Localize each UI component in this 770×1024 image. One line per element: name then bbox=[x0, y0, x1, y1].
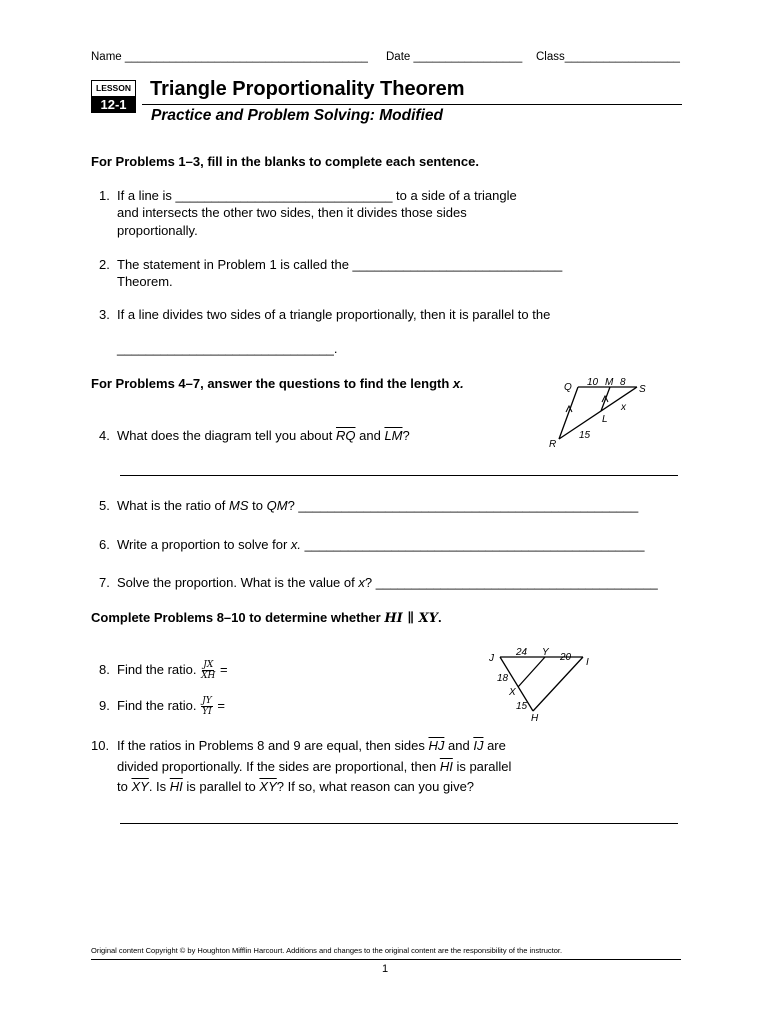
page-number: 1 bbox=[381, 963, 389, 975]
problem-number: 7. bbox=[99, 575, 110, 590]
label-xh-length: 15 bbox=[516, 701, 528, 712]
class-field bbox=[536, 51, 680, 63]
label-h: H bbox=[531, 713, 539, 724]
problem-10 bbox=[91, 737, 506, 755]
ratio-numerator: JY bbox=[202, 696, 212, 706]
problem-10-to: to bbox=[117, 779, 128, 794]
label-s: S bbox=[639, 384, 646, 395]
label-r: R bbox=[549, 439, 557, 450]
problem-number: 8. bbox=[99, 661, 110, 677]
problem-5-to: to bbox=[252, 498, 263, 513]
section3-instructions-text: Complete Problems 8–10 to determine whether bbox=[91, 610, 381, 625]
problem-2-line-a[interactable]: The statement in Problem 1 is called the _____________________________ bbox=[117, 257, 563, 272]
problem-9-text: Find the ratio. bbox=[117, 697, 197, 713]
class-label: Class bbox=[536, 51, 565, 63]
problem-8-equals[interactable]: = bbox=[220, 661, 228, 677]
triangle-jhi-diagram bbox=[485, 643, 595, 725]
label-jx-length: 18 bbox=[497, 673, 509, 684]
segment-ij: $\overline{IJ}$ bbox=[473, 738, 484, 753]
problem-7-text: Solve the proportion. What is the value of bbox=[117, 575, 355, 590]
page-subtitle: Practice and Problem Solving: Modified bbox=[151, 107, 443, 124]
segment-qr bbox=[559, 387, 578, 439]
triangle-qrs-diagram bbox=[540, 372, 655, 452]
problem-8 bbox=[99, 660, 228, 681]
date-label: Date bbox=[386, 51, 411, 63]
title-divider bbox=[142, 104, 682, 105]
problem-6 bbox=[99, 536, 644, 554]
label-i: I bbox=[586, 657, 589, 668]
problem-6-answer-blank[interactable]: _______________________________________________ bbox=[304, 537, 645, 552]
date-field bbox=[386, 51, 522, 63]
problem-number: 2. bbox=[99, 257, 110, 272]
label-y: Y bbox=[542, 647, 549, 658]
problem-9-equals[interactable]: = bbox=[217, 697, 225, 713]
problem-1-line-a[interactable]: If a line is ______________________________ to a side of a triangle bbox=[117, 188, 517, 203]
label-l: L bbox=[602, 414, 608, 425]
problem-number: 1. bbox=[99, 188, 110, 203]
segment-hi bbox=[533, 657, 583, 711]
segment-qm: QM bbox=[266, 498, 288, 513]
section3-instructions bbox=[91, 610, 442, 626]
problem-number: 5. bbox=[99, 498, 110, 513]
problem-10-line-c bbox=[117, 778, 474, 796]
page-title: Triangle Proportionality Theorem bbox=[150, 78, 465, 100]
segment-hi: $\overline{HI}$ bbox=[169, 779, 183, 794]
problem-4 bbox=[99, 427, 410, 445]
problem-1 bbox=[99, 187, 517, 205]
label-ms-length: 8 bbox=[620, 377, 626, 388]
problem-1-line-b: and intersects the other two sides, then it divides those sides bbox=[117, 205, 467, 220]
segment-xy bbox=[518, 657, 545, 687]
label-yi-length: 20 bbox=[560, 652, 572, 663]
problem-5-answer-blank[interactable]: _______________________________________________ bbox=[298, 498, 639, 513]
problem-7-q: ? bbox=[364, 575, 373, 590]
label-qm-length: 10 bbox=[587, 377, 599, 388]
ratio-denominator: XH bbox=[201, 671, 216, 681]
problem-5 bbox=[99, 497, 638, 515]
problem-10-line-b bbox=[117, 758, 511, 776]
problem-number: 10. bbox=[91, 738, 110, 753]
problem-2 bbox=[99, 256, 562, 274]
label-rl-length: 15 bbox=[579, 430, 591, 441]
problem-2-line-b: Theorem. bbox=[117, 274, 173, 289]
problem-10-line-a: If the ratios in Problems 8 and 9 are equal, then sides bbox=[117, 738, 425, 753]
problem-number: 3. bbox=[99, 307, 110, 322]
label-jy-length: 24 bbox=[516, 647, 528, 658]
problem-10-is: . Is bbox=[148, 779, 167, 794]
segment-xy: $\overline{XY}$ bbox=[259, 779, 277, 794]
problem-10-line-b-text: divided proportionally. If the sides are proportional, then bbox=[117, 759, 437, 774]
problem-10-line-c-suffix: ? If so, what reason can you give? bbox=[276, 779, 475, 794]
label-j: J bbox=[489, 653, 494, 664]
segment-lm: $\overline{LM}$ bbox=[384, 428, 403, 443]
problem-4-q: ? bbox=[402, 428, 410, 443]
ratio-jy-yi bbox=[201, 696, 213, 717]
label-m: M bbox=[605, 377, 614, 388]
lesson-label: LESSON bbox=[96, 83, 131, 93]
problem-5-q: ? bbox=[287, 498, 295, 513]
problem-number: 4. bbox=[99, 428, 110, 443]
copyright-note: Original content Copyright © by Houghton Mifflin Harcourt. Additions and changes to the original content are the responsibility of the instructor. bbox=[91, 946, 563, 955]
problem-10-are: are bbox=[487, 738, 506, 753]
label-q: Q bbox=[564, 382, 572, 393]
problem-3-answer-blank[interactable]: ______________________________. bbox=[117, 341, 338, 356]
problem-10-line-b-suffix: is parallel bbox=[456, 759, 512, 774]
problem-10-and: and bbox=[448, 738, 470, 753]
problem-9 bbox=[99, 696, 225, 717]
problem-4-text: What does the diagram tell you about bbox=[117, 428, 333, 443]
name-blank[interactable]: ______________________________________ bbox=[124, 51, 368, 63]
problem-4-and: and bbox=[359, 428, 381, 443]
class-blank[interactable]: __________________ bbox=[564, 51, 680, 63]
section1-instructions: For Problems 1–3, fill in the blanks to complete each sentence. bbox=[91, 154, 479, 169]
problem-7-answer-blank[interactable]: _______________________________________ bbox=[375, 575, 658, 590]
problem-number: 9. bbox=[99, 697, 110, 713]
ratio-denominator: YI bbox=[202, 707, 212, 717]
label-ls-length: x bbox=[621, 402, 626, 413]
variable-x: x. bbox=[290, 537, 302, 552]
footer-divider bbox=[91, 959, 681, 960]
label-x: X bbox=[509, 687, 516, 698]
problem-6-text: Write a proportion to solve for bbox=[117, 537, 288, 552]
problem-3 bbox=[99, 306, 550, 324]
section2-instructions-text: For Problems 4–7, answer the questions to find the length bbox=[91, 376, 450, 391]
problem-1-line-c: proportionally. bbox=[117, 223, 198, 238]
ratio-numerator: JX bbox=[203, 660, 214, 670]
section3-instructions-math: HI ∥ XY bbox=[384, 611, 438, 626]
section3-instructions-end: . bbox=[438, 610, 442, 625]
problem-8-text: Find the ratio. bbox=[117, 661, 197, 677]
name-field bbox=[91, 51, 368, 63]
problem-7 bbox=[99, 574, 658, 592]
problem-5-text: What is the ratio of bbox=[117, 498, 226, 513]
segment-rq: $\overline{RQ}$ bbox=[335, 428, 356, 443]
ratio-jx-xh bbox=[201, 660, 215, 681]
problem-10-parallel-to: is parallel to bbox=[186, 779, 256, 794]
date-blank[interactable]: _________________ bbox=[413, 51, 523, 63]
name-label: Name bbox=[91, 51, 122, 63]
problem-number: 6. bbox=[99, 537, 110, 552]
problem-4-answer-line[interactable] bbox=[120, 475, 678, 476]
segment-ms: MS bbox=[229, 498, 249, 513]
segment-xy: $\overline{XY}$ bbox=[131, 779, 149, 794]
segment-rs bbox=[559, 387, 637, 439]
segment-hj: $\overline{HJ}$ bbox=[428, 738, 445, 753]
problem-10-answer-line[interactable] bbox=[120, 823, 678, 824]
variable-x: x bbox=[358, 575, 365, 590]
problem-3-line-a: If a line divides two sides of a triangle proportionally, then it is parallel to the bbox=[117, 307, 551, 322]
segment-hi: $\overline{HI}$ bbox=[439, 759, 453, 774]
lesson-number: 12-1 bbox=[91, 96, 136, 113]
lesson-badge bbox=[91, 80, 136, 113]
section2-instructions bbox=[91, 376, 464, 391]
section2-instructions-var: x. bbox=[452, 376, 464, 391]
